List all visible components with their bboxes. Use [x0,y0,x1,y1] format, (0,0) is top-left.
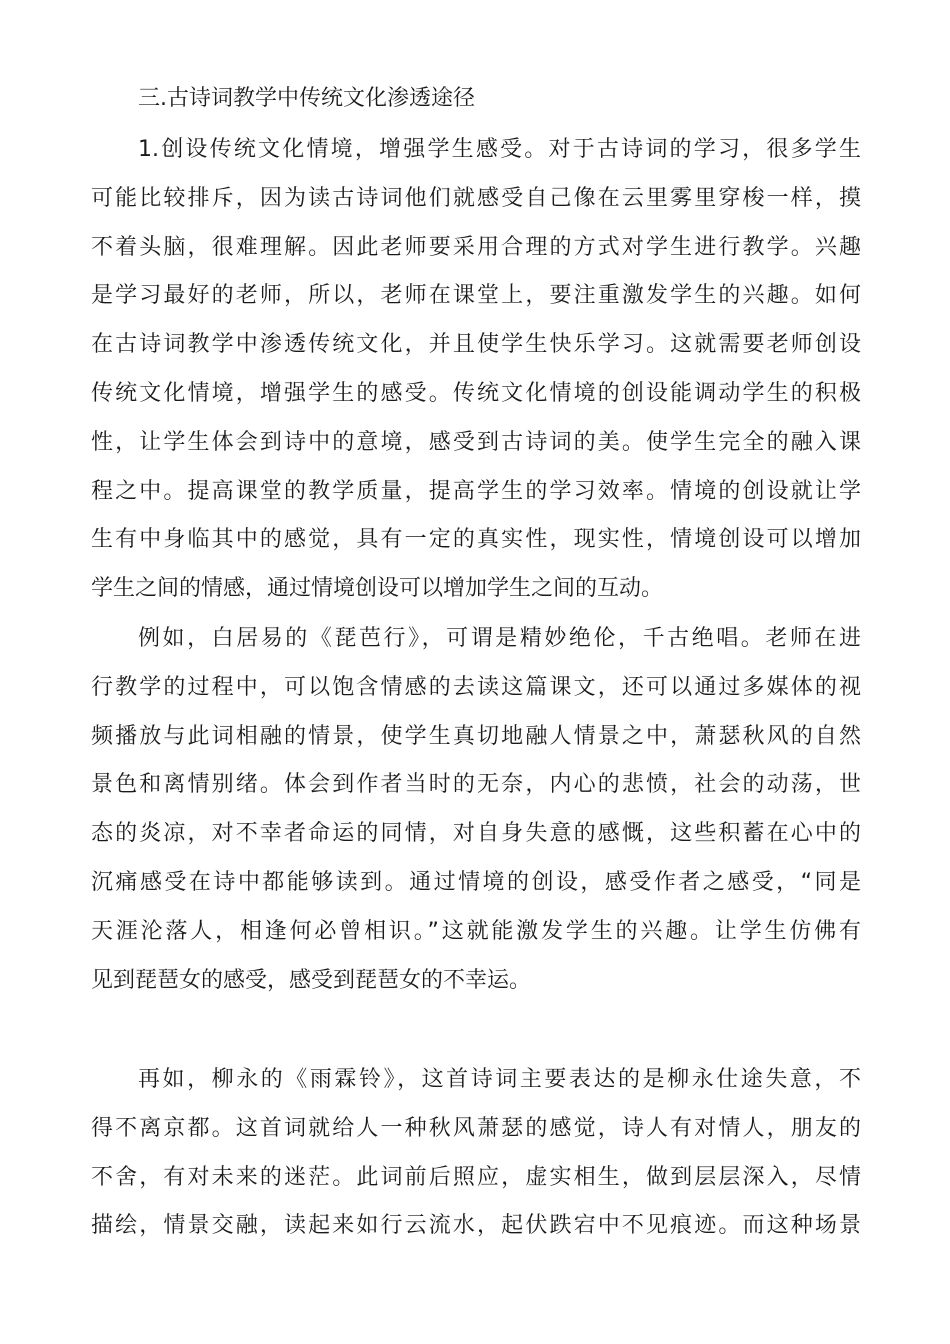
paragraph-1 [91,126,861,614]
paragraph-line: 频播放与此词相融的情景，使学生真切地融人情景之中，萧瑟秋风的自然 [91,723,861,749]
section-heading-text: 三.古诗词教学中传统文化渗透途径 [138,86,475,111]
paragraph-line: 学生之间的情感，通过情境创设可以增加学生之间的互动。 [91,576,664,602]
paragraph-line: 在古诗词教学中渗透传统文化，并且使学生快乐学习。这就需要老师创设 [91,332,861,358]
paragraph-line: 沉痛感受在诗中都能够读到。通过情境的创设，感受作者之感受，“同是 [91,869,861,895]
paragraph-line: 天涯沦落人，相逢何必曾相识。”这就能激发学生的兴趣。让学生仿佛有 [91,918,861,944]
paragraph-line: 景色和离情别绪。体会到作者当时的无奈，内心的悲愤，社会的动荡，世 [91,772,861,798]
paragraph-2 [91,615,861,1005]
paragraph-line: 态的炎凉，对不幸者命运的同情，对自身失意的感慨，这些积蓄在心中的 [91,821,861,847]
paragraph-line: 可能比较排斥，因为读古诗词他们就感受自己像在云里雾里穿梭一样，摸 [91,185,861,211]
paragraph-line: 再如，柳永的《雨霖铃》，这首诗词主要表达的是柳永仕途失意，不 [138,1067,861,1092]
paragraph-line: 例如，白居易的《琵芭行》，可谓是精妙绝伦，千古绝唱。老师在进 [138,626,861,651]
paragraph-3 [91,1056,861,1251]
paragraph-line: 是学习最好的老师，所以，老师在课堂上，要注重激发学生的兴趣。如何 [91,283,861,309]
paragraph-line: 行教学的过程中，可以饱含情感的去读这篇课文，还可以通过多媒体的视 [91,674,861,700]
paragraph-line: 性，让学生体会到诗中的意境，感受到古诗词的美。使学生完全的融入课 [91,429,861,455]
paragraph-line: 生有中身临其中的感觉，具有一定的真实性，现实性，情境创设可以增加 [91,527,861,553]
paragraph-line: 描绘，情景交融，读起来如行云流水，起伏跌宕中不见痕迹。而这种场景 [91,1213,861,1239]
paragraph-line: 传统文化情境，增强学生的感受。传统文化情境的创设能调动学生的积极 [91,380,861,406]
paragraph-line: 见到琵琶女的感受，感受到琵琶女的不幸运。 [91,967,532,993]
paragraph-line: 得不离京都。这首词就给人一种秋风萧瑟的感觉，诗人有对情人，朋友的 [91,1115,861,1141]
paragraph-line: 不着头脑，很难理解。因此老师要采用合理的方式对学生进行教学。兴趣 [91,234,861,260]
paragraph-line: 程之中。提高课堂的教学质量，提高学生的学习效率。情境的创设就让学 [91,478,861,504]
paragraph-line: 1.创设传统文化情境，增强学生感受。对于古诗词的学习，很多学生 [138,137,861,162]
section-heading [91,75,861,124]
paragraph-line: 不舍，有对未来的迷茫。此词前后照应，虚实相生，做到层层深入，尽情 [91,1164,861,1190]
